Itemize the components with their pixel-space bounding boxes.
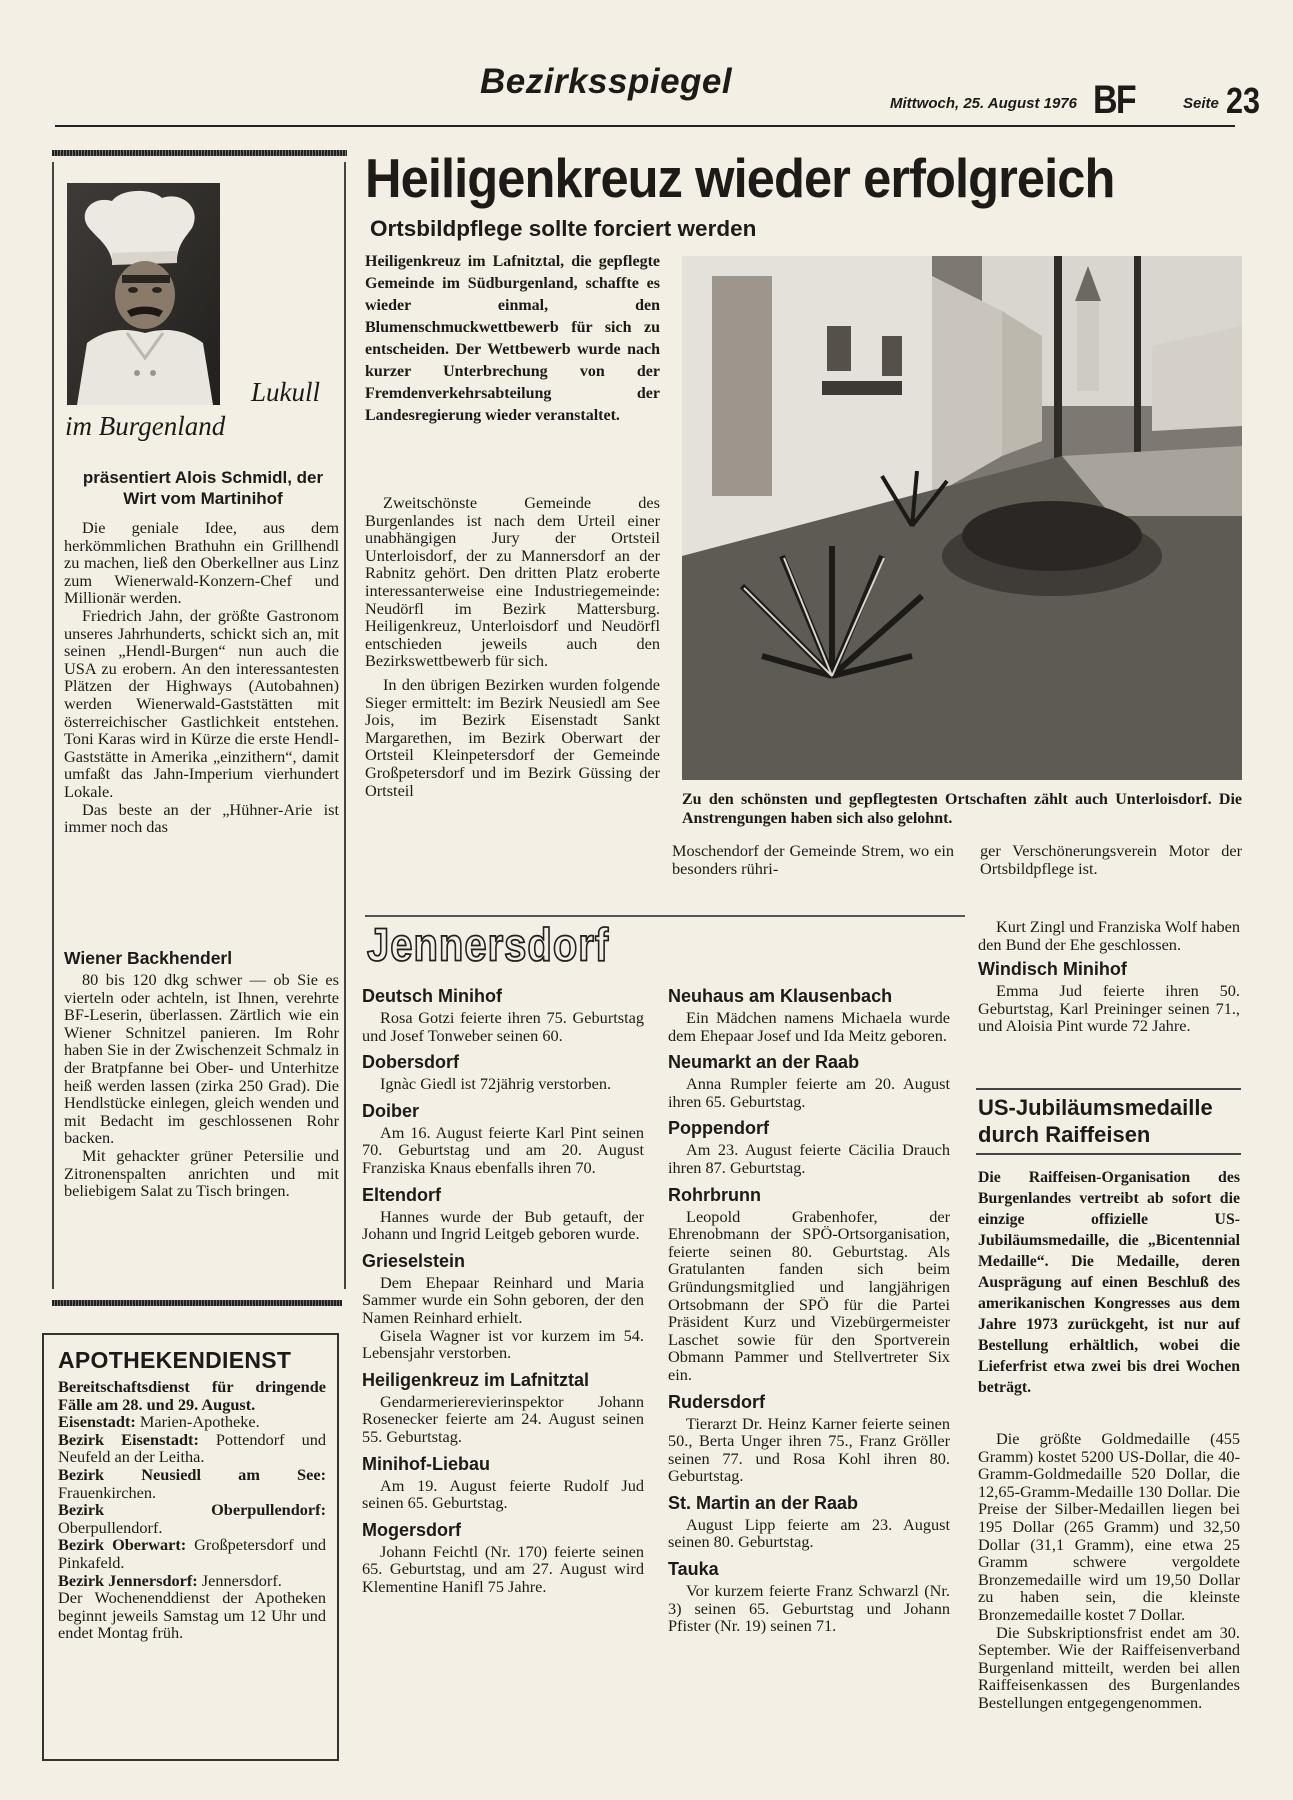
place-heading: Deutsch Minihof: [362, 986, 502, 1006]
place-heading: Poppendorf: [668, 1118, 769, 1139]
apotheke-place: Bezirk Neusiedl am See:: [58, 1464, 326, 1484]
raiffeisen-paragraph: Die größte Goldmedaille (455 Gramm) kostet 5200 US-Dollar, die 40-Gramm-Goldmedaille 520 Dollar, die 12,65-Gramm-Medaille 130 Dollar. Die Preise der Silber-Medaillen liegen bei 195 Dollar (265 Gramm) und 32,50 Dollar (31,1 Gramm), eine etwa 25 Gramm schwere vergoldete Bronzemedaille wird um 19,50 Dollar zu haben sein, die kleinste Bronzemedaille kostet 7 Dollar.: [978, 1429, 1240, 1624]
lukull-paragraph: Das beste an der „Hühner-Arie ist immer noch das: [64, 799, 339, 837]
place-news: Johann Feichtl (Nr. 170) feierte seinen 65. Geburtstag, und am 27. August wird Klementine Hanifl 75 Jahre.: [362, 1541, 644, 1596]
place-news: Emma Jud feierte ihren 50. Geburtstag, Karl Preininger seinen 71., und Aloisia Pint wurde 72 Jahre.: [978, 981, 1240, 1036]
page-label: Seite: [1183, 95, 1219, 112]
lukull-headline-line-1: Lukull: [250, 377, 320, 407]
apotheke-pharmacy: Großpetersdorf und Pinkafeld.: [58, 1535, 327, 1572]
place-news: Ein Mädchen namens Michaela wurde dem Ehepaar Josef und Ida Meitz geboren.: [668, 1008, 950, 1045]
main-paragraph: In den übrigen Bezirken wurden folgende Sieger ermittelt: im Bezirk Neusiedl am See Jois, im Bezirk Eisenstadt Sankt Margarethen, im Bezirk Oberwart der Ortsteil Kleinpetersdorf der Gemeinde Großpetersdorf und im Bezirk Güssing der Ortsteil: [365, 674, 660, 800]
section-rule: [365, 915, 965, 917]
article-rule: [976, 1088, 1241, 1090]
issue-date: Mittwoch, 25. August 1976: [890, 95, 1077, 112]
main-body: [365, 494, 660, 799]
apotheke-pharmacy: Marien-Apotheke.: [139, 1412, 260, 1432]
apotheke-place: Bezirk Jennersdorf:: [58, 1570, 198, 1590]
place-news: Gendarmerierevierinspektor Johann Rosenecker feierte am 24. August seinen 55. Geburtstag.: [362, 1391, 644, 1446]
main-headline: Heiligenkreuz wieder erfolgreich: [365, 147, 1115, 209]
apotheke-place: Bezirk Oberwart:: [58, 1535, 187, 1555]
lukull-subhead: präsentiert Alois Schmidl, der Wirt vom Martinihof: [82, 468, 324, 508]
jennersdorf-logo: Jennersdorf: [367, 920, 610, 971]
place-heading: St. Martin an der Raab: [668, 1492, 859, 1513]
apotheke-pharmacy: Pottendorf und Neufeld an der Leitha.: [58, 1429, 327, 1467]
place-news: Gisela Wagner ist vor kurzem im 54. Lebensjahr verstorben.: [362, 1325, 644, 1363]
apotheke-entry: [58, 1501, 326, 1536]
apotheke-entry: [58, 1536, 326, 1571]
place-heading: Neuhaus am Klausenbach: [668, 986, 893, 1006]
place-news: Am 16. August feierte Karl Pint seinen 70. Geburtstag und am 20. August Franziska Knaus ebenfalls ihren 70.: [362, 1122, 644, 1177]
apotheke-place: Bezirk Oberpullendorf:: [58, 1500, 326, 1520]
place-news: Kurt Zingl und Franziska Wolf haben den Bund der Ehe geschlossen.: [978, 917, 1240, 954]
column-rule: [52, 150, 347, 156]
raiffeisen-body: [978, 1430, 1240, 1712]
main-continuation: ger Verschönerungsverein Motor der Ortsbildpflege ist.: [980, 841, 1242, 878]
street-photo: [682, 256, 1242, 780]
place-heading: Grieselstein: [362, 1250, 466, 1271]
place-heading: Tauka: [668, 1559, 719, 1580]
place-heading: Eltendorf: [362, 1184, 441, 1205]
place-news: Vor kurzem feierte Franz Schwarzl (Nr. 3) seinen 65. Geburtstag und Johann Pfister (Nr. 19) seinen 71.: [668, 1581, 950, 1636]
backhenderl-paragraph: Mit gehackter grüner Petersilie und Zitronenspalten anrichten und mit beliebigem Salat zu Tisch bringen.: [64, 1145, 339, 1201]
village-street-image: [682, 256, 1242, 780]
apotheke-entry: [58, 1466, 326, 1501]
place-heading: Minihof-Liebau: [362, 1453, 490, 1474]
place-heading: Windisch Minihof: [978, 959, 1127, 980]
apotheke-entry: [58, 1431, 326, 1466]
apotheke-pharmacy: Jennersdorf.: [201, 1570, 282, 1590]
chef-photo: [67, 183, 220, 405]
apotheke-entry: [58, 1413, 326, 1431]
place-heading: Neumarkt an der Raab: [668, 1052, 860, 1073]
place-news: Ignàc Giedl ist 72jährig verstorben.: [380, 1074, 612, 1094]
place-news: Hannes wurde der Bub getauft, der Johann und Ingrid Leitgeb geboren wurde.: [362, 1206, 644, 1244]
apotheke-entry: [58, 1572, 326, 1590]
place-heading: Heiligenkreuz im Lafnitztal: [362, 1369, 590, 1390]
main-lead-text: Heiligenkreuz im Lafnitztal, die gepflegte Gemeinde im Südburgenland, schaffte es wieder einmal, den Blumenschmuckwettbewerb für sich zu entscheiden. Der Wettbewerb wurde nach kurzer Unterbrechung von der Fremdenverkehrsabteilung der Landesregierung wieder veranstaltet.: [365, 253, 660, 424]
place-heading: Rohrbrunn: [668, 1184, 761, 1205]
lukull-headline-line-2: im Burgenland: [65, 411, 226, 441]
backhenderl-article: [64, 971, 339, 1200]
article-rule: [976, 1153, 1241, 1155]
raiffeisen-paragraph: Die Subskriptionsfrist endet am 30. September. Wie der Raiffeisenverband Burgenland mitteilt, werden bei allen Raiffeisenkassen des Burgenlandes Bestellungen entgegengenommen.: [978, 1622, 1240, 1712]
apotheke-weekend: Der Wochenenddienst der Apotheken beginnt jeweils Samstag um 12 Uhr und endet Montag früh.: [58, 1588, 326, 1643]
place-news: Tierarzt Dr. Heinz Karner feierte seinen 50., Berta Unger ihren 75., Franz Gröller seinen 77. und Rosa Kohl ihren 80. Geburtstag.: [668, 1413, 950, 1486]
jennersdorf-column-1: [362, 978, 644, 1595]
photo-caption: Zu den schönsten und gepflegtesten Ortschaften zählt auch Unterloisdorf. Die Anstrengungen haben sich also gelohnt.: [682, 791, 1242, 827]
raiffeisen-lead: Die Raiffeisen-Organisation des Burgenlandes vertreibt ab sofort die einzige offizielle US-Jubiläumsmedaille, die „Bicentennial Medaille“. Die Medaille, deren Ausprägung auf einen Beschluß des amerikanischen Kongresses aus dem Jahre 1973 zurückgeht, ist nur auf Bestellung erhältlich, wobei die Lieferfrist etwa zwei bis drei Wochen beträgt.: [978, 1169, 1240, 1396]
place-news: August Lipp feierte am 23. August seinen 80. Geburtstag.: [668, 1514, 950, 1552]
apotheke-pharmacy: Oberpullendorf.: [58, 1517, 163, 1537]
apotheke-pharmacy: Frauenkirchen.: [58, 1482, 157, 1502]
apotheke-intro: Bereitschaftsdienst für dringende Fälle am 28. und 29. August.: [58, 1377, 326, 1414]
lukull-headline: [65, 375, 325, 443]
place-heading: Doiber: [362, 1100, 420, 1121]
main-subhead: Ortsbildpflege sollte forciert werden: [370, 216, 757, 241]
backhenderl-paragraph: 80 bis 120 dkg schwer — ob Sie es vierteln oder achteln, ist Ihnen, verehrte BF-Leserin, überlassen. Zärtlich wie ein Wiener Schnitzel panieren. Im Rohr haben Sie in der Zwischenzeit Schmalz in der Bratpfanne bei Ober- und Unterhitze heiß werden lassen (zirka 250 Grad). Die Hendlstücke einlegen, gleich wenden und mit Bedacht im geschlossenen Rohr backen.: [64, 970, 339, 1148]
place-heading: Dobersdorf: [362, 1052, 460, 1073]
chef-portrait-image: [67, 183, 220, 405]
place-news: Anna Rumpler feierte am 20. August ihren 65. Geburtstag.: [668, 1074, 950, 1111]
main-lead: [365, 251, 660, 427]
jennersdorf-column-3: [978, 918, 1240, 1035]
section-name: Bezirksspiegel: [480, 62, 733, 101]
place-news: Rosa Gotzi feierte ihren 75. Geburtstag und Josef Tonweber seinen 60.: [362, 1008, 644, 1045]
apotheke-list: [58, 1378, 326, 1642]
apotheke-heading: APOTHEKENDIENST: [58, 1347, 292, 1373]
place-news: Am 23. August feierte Cäcilia Drauch ihren 87. Geburtstag.: [668, 1140, 950, 1177]
bf-logo: BF: [1093, 78, 1135, 122]
place-news: Am 19. August feierte Rudolf Jud seinen 65. Geburtstag.: [362, 1475, 644, 1513]
place-news: Leopold Grabenhofer, der Ehrenobmann der SPÖ-Ortsorganisation, feierte seinen 80. Geburtstag. Als Gratulanten fanden sich beim Gründungsmitglied und langjährigen Ortsobmann der SPÖ für die Partei Präsident Kurz und Vizebürgermeister Laschet sowie für den Sportverein Obmann Pammer und Stellvertreter Six ein.: [668, 1206, 950, 1384]
place-heading: Mogersdorf: [362, 1519, 461, 1540]
main-paragraph: Zweitschönste Gemeinde des Burgenlandes ist nach dem Urteil einer unabhängigen Jury der Ortsteil Unterloisdorf, der zu Mannersdorf an der Rabnitz gehört. Den dritten Platz eroberte interessanterweise eine Industriegemeinde: Neudörfl im Bezirk Mattersburg. Heiligenkreuz, Unterloisdorf und Neudörfl entschieden jeweils auch den Bezirkswettbewerb für sich.: [365, 493, 660, 671]
column-rule: [52, 1300, 342, 1306]
lukull-paragraph: Die geniale Idee, aus dem herkömmlichen Brathuhn ein Grillhendl zu machen, ließ den Oberkellner aus Linz zum Wienerwald-Konzern-Chef und Millionär werden.: [64, 518, 339, 608]
place-news: Dem Ehepaar Reinhard und Maria Sammer wurde ein Sohn geboren, der den Namen Reinhard erhielt.: [362, 1272, 644, 1327]
apotheke-place: Bezirk Eisenstadt:: [58, 1429, 199, 1449]
page-number: 23: [1226, 80, 1261, 121]
lukull-article: [64, 519, 339, 836]
main-continuation: Moschendorf der Gemeinde Strem, wo ein besonders rühri-: [672, 841, 954, 878]
apotheke-place: Eisenstadt:: [58, 1412, 136, 1432]
jennersdorf-column-2: [668, 978, 950, 1635]
backhenderl-heading: Wiener Backhenderl: [64, 948, 233, 968]
raiffeisen-headline: US-Jubiläumsmedaille durch Raiffeisen: [978, 1095, 1213, 1147]
lukull-paragraph: Friedrich Jahn, der größte Gastronom unseres Jahrhunderts, schickt sich an, mit seinen „Hendl-Burgen“ nun auch die USA zu erobern. An den interessantesten Plätzen der Highways (Autobahnen) werden Wienerwald-Gaststätten mit österreichischer Gastlichkeit entstehen. Toni Karas wird in Kürze die erste Hendl-Gaststätte in Amerika „einzithern“, damit umfaßt das Jahn-Imperium vierhundert Lokale.: [64, 605, 339, 801]
place-heading: Rudersdorf: [668, 1391, 766, 1412]
